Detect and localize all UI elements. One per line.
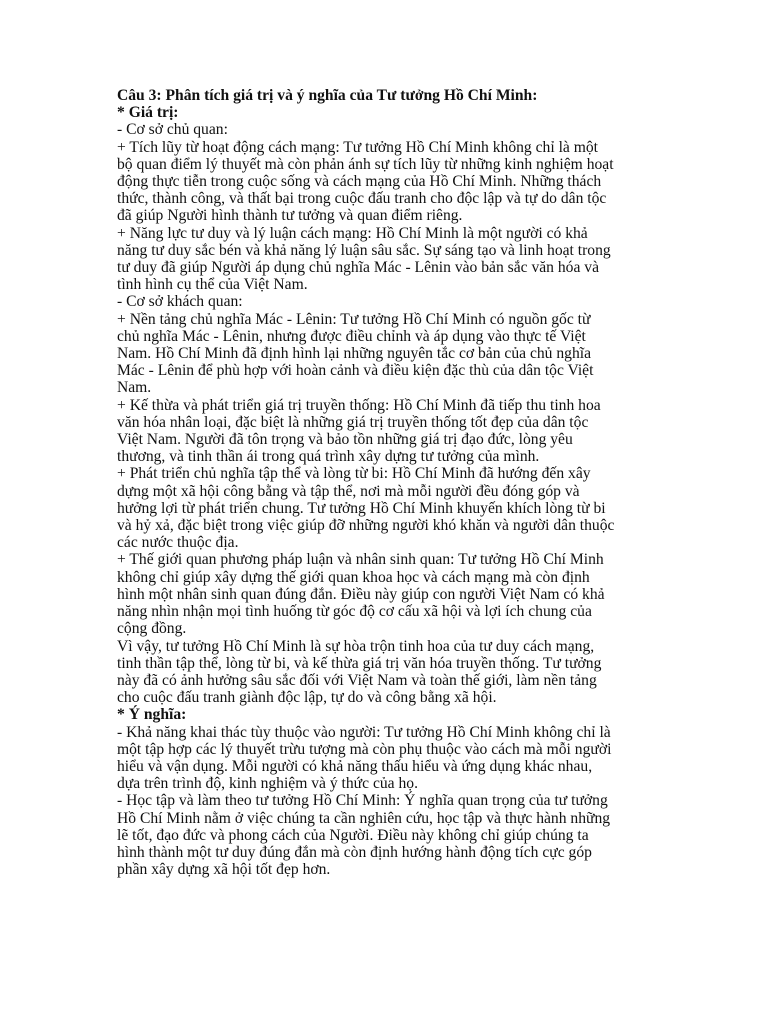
text-line: hưởng lợi từ phát triển chung. Tư tưởng Hồ Chí Minh khuyến khích lòng từ bi	[117, 499, 606, 517]
text-line: dựa trên trình độ, kinh nghiệm và ý thức của họ.	[117, 775, 418, 793]
text-line: - Cơ sở khách quan:	[117, 293, 243, 311]
text-line: + Tích lũy từ hoạt động cách mạng: Tư tưởng Hồ Chí Minh không chỉ là một	[117, 138, 598, 156]
text-line: Nam.	[117, 379, 152, 397]
document-body	[117, 104, 659, 878]
text-line: thương, và tinh thần ái trong quá trình xây dựng tư tưởng của mình.	[117, 448, 540, 466]
text-line: Hồ Chí Minh nằm ở việc chúng ta cần nghiên cứu, học tập và thực hành những	[117, 809, 611, 827]
text-line: cộng đồng.	[117, 620, 187, 638]
text-line: + Kế thừa và phát triển giá trị truyền thống: Hồ Chí Minh đã tiếp thu tinh hoa	[117, 396, 601, 414]
text-line: thức, thành công, và thất bại trong cuộc đấu tranh cho độc lập và tự do dân tộc	[117, 190, 607, 208]
text-line: lẽ tốt, đạo đức và phong cách của Người. Điều này không chỉ giúp chúng ta	[117, 826, 589, 844]
text-line: Việt Nam. Người đã tôn trọng và bảo tồn những giá trị đạo đức, lòng yêu	[117, 431, 573, 449]
text-line: + Thế giới quan phương pháp luận và nhân sinh quan: Tư tưởng Hồ Chí Minh	[117, 551, 604, 569]
text-line: văn hóa nhân loại, đặc biệt là những giá trị truyền thống tốt đẹp của dân tộc	[117, 413, 589, 431]
text-line: hình một nhân sinh quan đúng đắn. Điều này giúp con người Việt Nam có khả	[117, 585, 605, 603]
text-line: phần xây dựng xã hội tốt đẹp hơn.	[117, 861, 331, 879]
text-line: chủ nghĩa Mác - Lênin, nhưng được điều chỉnh và áp dụng vào thực tế Việt	[117, 327, 586, 345]
section-heading: * Giá trị:	[117, 104, 179, 122]
text-line: + Năng lực tư duy và lý luận cách mạng: Hồ Chí Minh là một người có khả	[117, 224, 588, 242]
text-line: Vì vậy, tư tưởng Hồ Chí Minh là sự hòa trộn tinh hoa của tư duy cách mạng,	[117, 637, 595, 655]
text-line: này đã có ảnh hưởng sâu sắc đối với Việt Nam và toàn thế giới, làm nền tảng	[117, 671, 597, 689]
text-line: đã giúp Người hình thành tư tưởng và quan điểm riêng.	[117, 207, 463, 225]
text-line: tình hình cụ thể của Việt Nam.	[117, 276, 308, 294]
text-line: tư duy đã giúp Người áp dụng chủ nghĩa Mác - Lênin vào bản sắc văn hóa và	[117, 259, 600, 277]
text-line: - Cơ sở chủ quan:	[117, 121, 228, 139]
text-line: và hỷ xả, đặc biệt trong việc giúp đỡ những người khó khăn và người dân thuộc	[117, 517, 615, 535]
document-title: Câu 3: Phân tích giá trị và ý nghĩa của Tư tưởng Hồ Chí Minh:	[117, 87, 538, 104]
text-line: Nam. Hồ Chí Minh đã định hình lại những nguyên tắc cơ bản của chủ nghĩa	[117, 345, 592, 363]
text-line: + Phát triển chủ nghĩa tập thể và lòng từ bi: Hồ Chí Minh đã hướng đến xây	[117, 465, 591, 483]
text-line: cho cuộc đấu tranh giành độc lập, tự do và công bằng xã hội.	[117, 689, 497, 707]
text-line: hình thành một tư duy đúng đắn mà còn định hướng hành động tích cực góp	[117, 843, 592, 861]
text-line: bộ quan điểm lý thuyết mà còn phản ánh sự tích lũy từ những kinh nghiệm hoạt	[117, 155, 614, 173]
text-line: các nước thuộc địa.	[117, 534, 239, 552]
text-line: năng nhìn nhận mọi tình huống từ góc độ cơ cấu xã hội và lợi ích chung của	[117, 603, 592, 621]
text-line: Mác - Lênin để phù hợp với hoàn cảnh và điều kiện đặc thù của dân tộc Việt	[117, 362, 594, 380]
text-line: động thực tiễn trong cuộc sống và cách mạng của Hồ Chí Minh. Những thách	[117, 173, 602, 191]
text-line: không chỉ giúp xây dựng thế giới quan khoa học và cách mạng mà còn định	[117, 568, 590, 586]
section-heading: * Ý nghĩa:	[117, 706, 187, 724]
text-line: tinh thần tập thể, lòng từ bi, và kế thừa giá trị văn hóa truyền thống. Tư tưởng	[117, 654, 602, 672]
text-line: hiểu và vận dụng. Mỗi người có khả năng thấu hiểu và ứng dụng khác nhau,	[117, 757, 593, 775]
text-line: - Học tập và làm theo tư tưởng Hồ Chí Minh: Ý nghĩa quan trọng của tư tưởng	[117, 792, 608, 810]
document-page	[117, 87, 659, 878]
text-line: dựng một xã hội công bằng và tập thể, nơi mà mỗi người đều đóng góp và	[117, 482, 580, 500]
text-line: + Nền tảng chủ nghĩa Mác - Lênin: Tư tưởng Hồ Chí Minh có nguồn gốc từ	[117, 310, 591, 328]
text-line: năng tư duy sắc bén và khả năng lý luận sâu sắc. Sự sáng tạo và linh hoạt trong	[117, 241, 611, 259]
text-line: - Khả năng khai thác tùy thuộc vào người: Tư tưởng Hồ Chí Minh không chỉ là	[117, 723, 611, 741]
text-line: một tập hợp các lý thuyết trừu tượng mà còn phụ thuộc vào cách mà mỗi người	[117, 740, 612, 758]
